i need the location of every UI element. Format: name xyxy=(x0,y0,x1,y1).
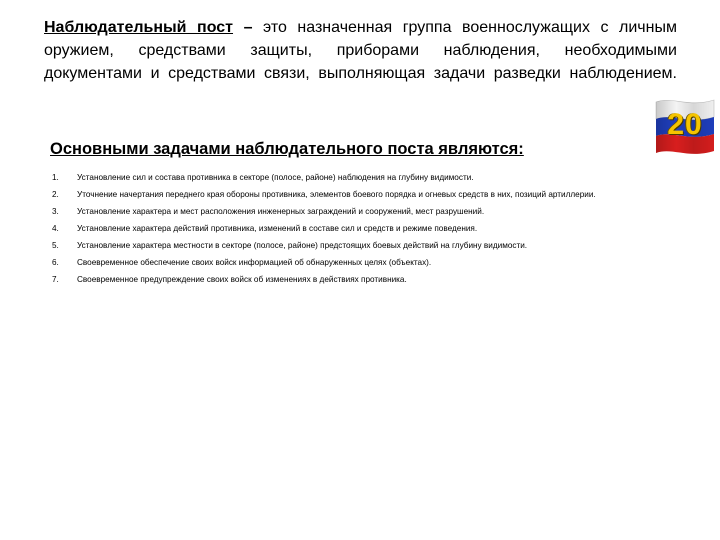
list-item xyxy=(52,274,642,285)
list-item-number: 6. xyxy=(52,258,59,267)
flag-badge xyxy=(652,96,718,156)
list-item-number: 3. xyxy=(52,207,59,216)
list-item xyxy=(52,257,642,268)
list-item xyxy=(52,206,642,217)
list-item xyxy=(52,172,642,183)
list-item-text: Своевременное обеспечение своих войск информацией об обнаруженных целях (объектах). xyxy=(77,258,432,267)
list-item-text: Установление характера действий противника, изменений в составе сил и средств и режиме поведения. xyxy=(77,224,478,233)
list-item xyxy=(52,240,642,251)
list-item-text: Установление характера местности в секторе (полосе, районе) предстоящих боевых действий на глубину видимости. xyxy=(77,241,528,250)
list-item-number: 4. xyxy=(52,224,59,233)
tasks-list xyxy=(52,172,642,291)
list-item-number: 7. xyxy=(52,275,59,284)
list-item xyxy=(52,189,642,200)
tasks-heading: Основными задачами наблюдательного поста являются: xyxy=(50,140,524,158)
list-item-number: 1. xyxy=(52,173,59,182)
list-item-number: 2. xyxy=(52,190,59,199)
list-item-text: Своевременное предупреждение своих войск об изменениях в действиях противника. xyxy=(77,275,407,284)
list-item-number: 5. xyxy=(52,241,59,250)
list-item-text: Установление сил и состава противника в секторе (полосе, районе) наблюдения на глубину видимости. xyxy=(77,173,474,182)
list-item xyxy=(52,223,642,234)
slide-number: 20 xyxy=(667,108,703,141)
definition-term: Наблюдательный пост xyxy=(44,19,234,36)
definition-dash: – xyxy=(243,19,253,36)
definition-text: это назначенная группа военнослужащих с личным оружием, средствами защиты, приборами наблюдения, необходимыми документами и средствами связи, выполняющая задачи разведки наблюдением. xyxy=(44,19,677,82)
list-item-text: Установление характера и мест расположения инженерных заграждений и сооружений, мест разрушений. xyxy=(77,207,485,216)
list-item-text: Уточнение начертания переднего края обороны противника, элементов боевого порядка и огневых средств в них, позиций артиллерии. xyxy=(77,190,596,199)
definition-paragraph xyxy=(44,16,677,85)
